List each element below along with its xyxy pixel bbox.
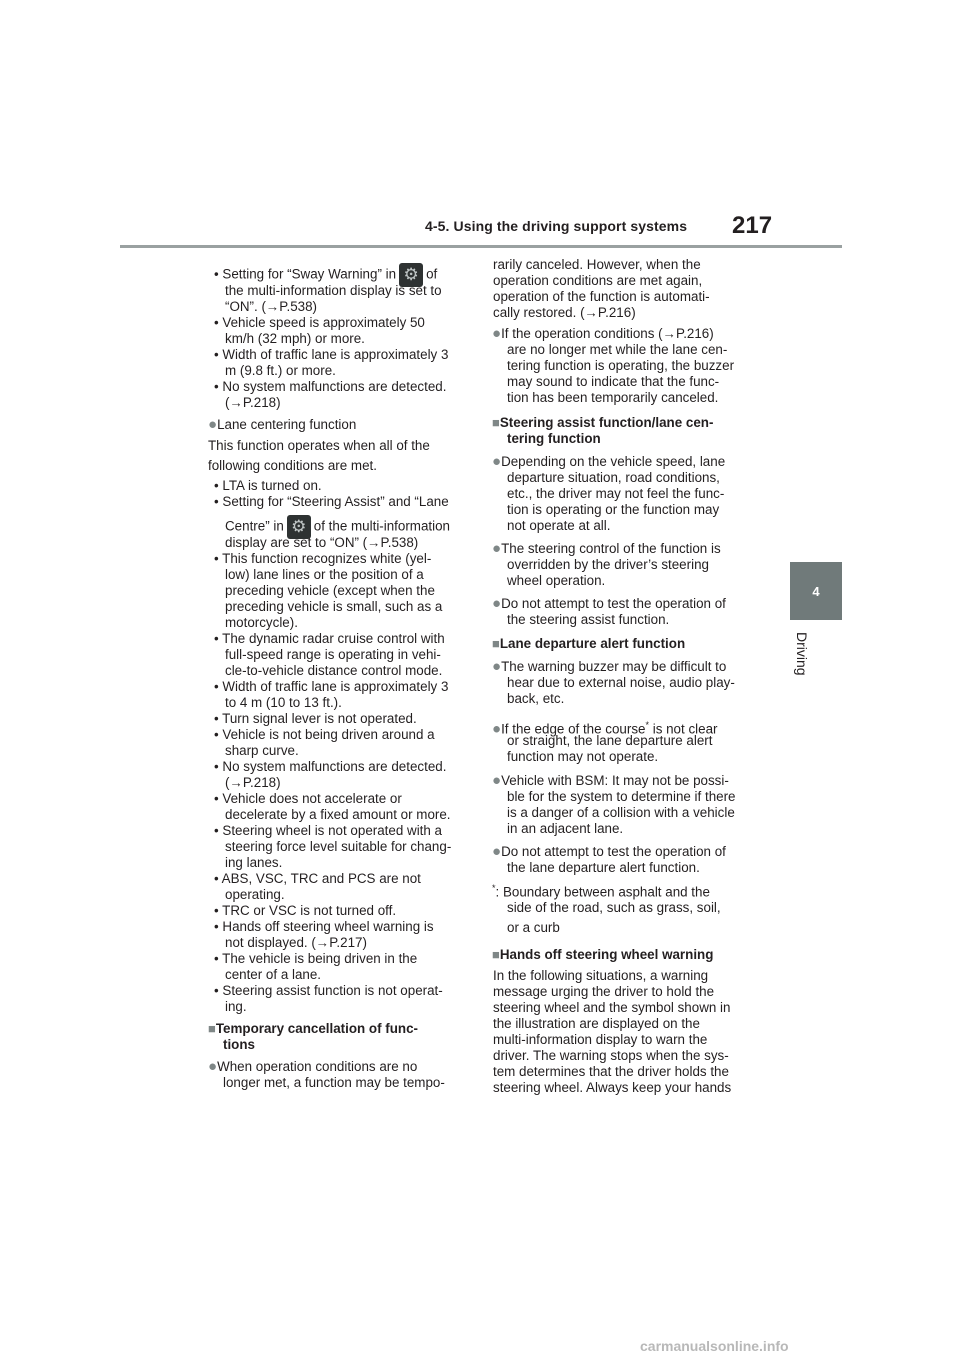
text-line: m (9.8 ft.) or more. [225,363,336,378]
text-line: message urging the driver to hold the [493,984,715,999]
list-item: ●The warning buzzer may be difficult to [492,658,727,675]
text-line: • Vehicle is not being driven around a [214,727,435,742]
square-bullet-icon: ■ [492,947,500,962]
text-line: not operate at all. [507,518,611,533]
text-line: This function operates when all of the [208,438,430,453]
circle-bullet-icon: ● [492,720,502,738]
text-line: Centre” in⚙ of the multi-information [225,515,450,539]
text-line: • Steering assist function is not operat- [214,983,443,998]
chapter-number: 4 [812,583,820,599]
text-line: departure situation, road conditions, [507,470,720,485]
text-line: etc., the driver may not feel the func- [507,486,725,501]
section-heading: tering function [507,431,601,446]
text-line: preceding vehicle is small, such as a [225,599,443,614]
text-line: • Turn signal lever is not operated. [214,711,417,726]
list-item: ●If the edge of the course* is not clear [492,720,718,738]
square-bullet-icon: ■ [492,636,500,651]
text-line: wheel operation. [507,573,606,588]
section-heading: ■Lane departure alert function [492,636,686,651]
text-line: • No system malfunctions are detected. [214,379,447,394]
list-item: ●Do not attempt to test the operation of [492,595,726,612]
section-title: 4-5. Using the driving support systems [425,218,688,234]
text-line: • Steering wheel is not operated with a [214,823,443,838]
text-line: preceding vehicle (except when the [225,583,435,598]
text-line: • Width of traffic lane is approximately 3 [214,347,449,362]
circle-bullet-icon: ● [208,1058,218,1075]
circle-bullet-icon: ● [492,772,502,789]
text-line: • TRC or VSC is not turned off. [214,903,397,918]
header-rule [120,245,842,248]
text-line: or straight, the lane departure alert [507,733,713,748]
text-line: ing. [225,999,247,1014]
text-line: following conditions are met. [208,458,377,473]
text-line: • The dynamic radar cruise control with [214,631,445,646]
text-line: steering wheel and the symbol shown in [493,1000,731,1015]
text-line: sharp curve. [225,743,299,758]
text-line: longer met, a function may be tempo- [223,1075,445,1090]
list-item: ●When operation conditions are no [208,1058,418,1075]
text-line[interactable]: “ON”. (→P.538) [225,299,318,314]
text-line: tering function is operating, the buzzer [507,358,735,373]
text-line: is a danger of a collision with a vehicle [507,805,735,820]
page-reference[interactable]: (→P.218) [225,395,281,410]
section-heading: ■Steering assist function/lane cen- [492,415,714,430]
text-line: function may not operate. [507,749,659,764]
text-line: • ABS, VSC, TRC and PCS are not [214,871,421,886]
section-heading: tions [223,1037,255,1052]
text-line: steering force level suitable for chang- [225,839,452,854]
text-line: center of a lane. [225,967,322,982]
chapter-label: Driving [794,632,810,676]
text-line: ing lanes. [225,855,283,870]
list-item: ●Depending on the vehicle speed, lane [492,453,726,470]
text-line: km/h (32 mph) or more. [225,331,365,346]
text-line: hear due to external noise, audio play- [507,675,735,690]
text-line: are no longer met while the lane cen- [507,342,728,357]
page-number: 217 [732,212,773,239]
text-line: tion has been temporarily canceled. [507,390,719,405]
text-line: • LTA is turned on. [214,478,322,493]
text-line: overridden by the driver’s steering [507,557,709,572]
circle-bullet-icon: ● [492,843,502,860]
list-item: ●Vehicle with BSM: It may not be possi- [492,772,729,789]
text-line: operating. [225,887,285,902]
text-line: operation of the function is automati- [493,289,710,304]
section-heading: ■Hands off steering wheel warning [492,947,714,962]
list-item: ●Do not attempt to test the operation of [492,843,726,860]
text-line: • Vehicle does not accelerate or [214,791,402,806]
text-line: steering wheel. Always keep your hands [493,1080,732,1095]
footnote: *: Boundary between asphalt and the [492,883,710,900]
text-line: decelerate by a fixed amount or more. [225,807,451,822]
circle-bullet-icon: ● [492,658,502,675]
page-reference[interactable]: (→P.218) [225,775,281,790]
text-line: display are set to “ON” (→P.538) [225,535,419,550]
list-item: ●If the operation conditions (→P.216) [492,325,714,342]
text-line: rarily canceled. However, when the [493,257,701,272]
text-line: in an adjacent lane. [507,821,624,836]
text-line: the lane departure alert function. [507,860,700,875]
text-line: • No system malfunctions are detected. [214,759,447,774]
chapter-tab[interactable] [790,562,842,620]
text-line: back, etc. [507,691,565,706]
list-item: ●Lane centering function [208,416,357,433]
circle-bullet-icon: ● [492,453,502,470]
text-line: ble for the system to determine if there [507,789,736,804]
circle-bullet-icon: ● [492,325,502,342]
text-line: • Vehicle speed is approximately 50 [214,315,425,330]
circle-bullet-icon: ● [208,416,218,433]
text-line: • This function recognizes white (yel- [214,551,432,566]
square-bullet-icon: ■ [208,1021,216,1036]
text-line: multi-information display to warn the [493,1032,708,1047]
square-bullet-icon: ■ [492,415,500,430]
text-line: cle-to-vehicle distance control mode. [225,663,443,678]
text-line: the illustration are displayed on the [493,1016,700,1031]
text-line: tem determines that the driver holds the [493,1064,729,1079]
text-line: • Setting for “Sway Warning” in⚙ of [214,263,437,287]
section-heading: ■Temporary cancellation of func- [208,1021,418,1036]
text-line: full-speed range is operating in vehi- [225,647,441,662]
text-line: low) lane lines or the position of a [225,567,424,582]
text-line: may sound to indicate that the func- [507,374,720,389]
text-line: • The vehicle is being driven in the [214,951,418,966]
text-line: cally restored. (→P.216) [493,305,636,320]
watermark: carmanualsonline.info [640,1338,789,1354]
text-line: • Setting for “Steering Assist” and “Lane [214,494,449,509]
text-line: • Width of traffic lane is approximately 3 [214,679,449,694]
text-line: the multi-information display is set to [225,283,442,298]
text-line: motorcycle). [225,615,298,630]
text-line: driver. The warning stops when the sys- [493,1048,729,1063]
text-line: • Hands off steering wheel warning is [214,919,434,934]
text-line: not displayed. (→P.217) [225,935,367,950]
text-line: the steering assist function. [507,612,670,627]
circle-bullet-icon: ● [492,595,502,612]
text-line: to 4 m (10 to 13 ft.). [225,695,342,710]
list-item: ●The steering control of the function is [492,540,721,557]
text-line: tion is operating or the function may [507,502,720,517]
footnote-line: side of the road, such as grass, soil, [507,900,721,915]
text-line: In the following situations, a warning [493,968,709,983]
text-line: operation conditions are met again, [493,273,703,288]
circle-bullet-icon: ● [492,540,502,557]
footnote-line: or a curb [507,920,560,935]
